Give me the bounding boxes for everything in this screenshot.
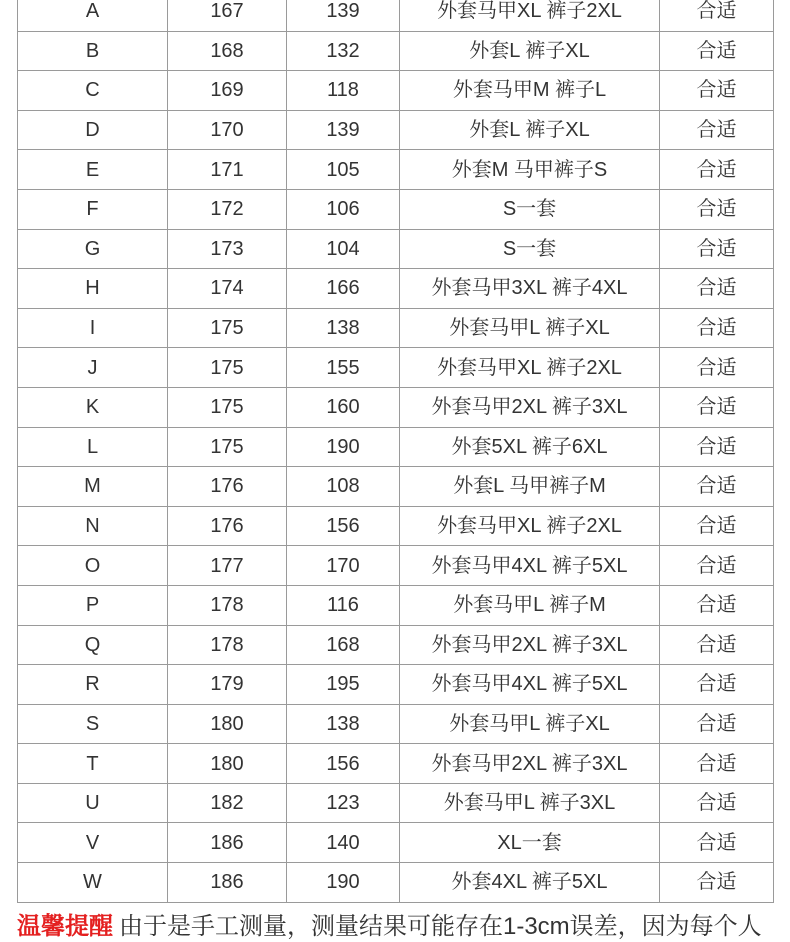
size-cell: 外套马甲XL 裤子2XL	[400, 506, 660, 546]
height-cell: 176	[168, 467, 287, 507]
height-cell: 175	[168, 387, 287, 427]
height-cell: 178	[168, 625, 287, 665]
height-cell: 173	[168, 229, 287, 269]
row-label-cell: S	[18, 704, 168, 744]
fit-cell: 合适	[660, 823, 774, 863]
row-label-cell: B	[18, 31, 168, 71]
weight-cell: 106	[287, 189, 400, 229]
row-label-cell: T	[18, 744, 168, 784]
height-cell: 177	[168, 546, 287, 586]
table-row	[18, 308, 774, 348]
table-row	[18, 783, 774, 823]
row-label-cell: M	[18, 467, 168, 507]
warm-reminder-text: 由于是手工测量，测量结果可能存在1-3cm误差，因为每个人	[119, 913, 762, 940]
fit-cell: 合适	[660, 387, 774, 427]
warm-reminder	[17, 912, 777, 942]
height-cell: 186	[168, 863, 287, 903]
size-cell: 外套马甲4XL 裤子5XL	[400, 546, 660, 586]
table-row	[18, 467, 774, 507]
fit-cell: 合适	[660, 704, 774, 744]
height-cell: 186	[168, 823, 287, 863]
weight-cell: 104	[287, 229, 400, 269]
size-cell: 外套4XL 裤子5XL	[400, 863, 660, 903]
height-cell: 180	[168, 704, 287, 744]
weight-cell: 116	[287, 585, 400, 625]
row-label-cell: C	[18, 71, 168, 111]
table-row	[18, 0, 774, 31]
row-label-cell: G	[18, 229, 168, 269]
size-reference-table	[17, 0, 774, 903]
row-label-cell: K	[18, 387, 168, 427]
fit-cell: 合适	[660, 150, 774, 190]
fit-cell: 合适	[660, 71, 774, 111]
fit-cell: 合适	[660, 546, 774, 586]
table-row	[18, 744, 774, 784]
weight-cell: 108	[287, 467, 400, 507]
weight-cell: 195	[287, 665, 400, 705]
size-cell: 外套马甲L 裤子XL	[400, 308, 660, 348]
fit-cell: 合适	[660, 308, 774, 348]
size-cell: 外套L 裤子XL	[400, 31, 660, 71]
row-label-cell: A	[18, 0, 168, 31]
height-cell: 174	[168, 269, 287, 309]
size-cell: S一套	[400, 229, 660, 269]
height-cell: 178	[168, 585, 287, 625]
size-cell: 外套马甲L 裤子3XL	[400, 783, 660, 823]
weight-cell: 132	[287, 31, 400, 71]
row-label-cell: D	[18, 110, 168, 150]
weight-cell: 170	[287, 546, 400, 586]
weight-cell: 139	[287, 0, 400, 31]
fit-cell: 合适	[660, 427, 774, 467]
table-row	[18, 665, 774, 705]
table-row	[18, 269, 774, 309]
fit-cell: 合适	[660, 467, 774, 507]
fit-cell: 合适	[660, 783, 774, 823]
size-cell: 外套马甲2XL 裤子3XL	[400, 744, 660, 784]
size-cell: 外套马甲2XL 裤子3XL	[400, 625, 660, 665]
table-row	[18, 110, 774, 150]
height-cell: 179	[168, 665, 287, 705]
row-label-cell: F	[18, 189, 168, 229]
table-row	[18, 823, 774, 863]
table-row	[18, 585, 774, 625]
height-cell: 169	[168, 71, 287, 111]
height-cell: 168	[168, 31, 287, 71]
fit-cell: 合适	[660, 585, 774, 625]
table-row	[18, 704, 774, 744]
table-row	[18, 71, 774, 111]
height-cell: 171	[168, 150, 287, 190]
size-cell: 外套马甲L 裤子M	[400, 585, 660, 625]
row-label-cell: P	[18, 585, 168, 625]
row-label-cell: N	[18, 506, 168, 546]
size-cell: 外套L 裤子XL	[400, 110, 660, 150]
fit-cell: 合适	[660, 269, 774, 309]
row-label-cell: Q	[18, 625, 168, 665]
fit-cell: 合适	[660, 348, 774, 388]
size-cell: 外套5XL 裤子6XL	[400, 427, 660, 467]
weight-cell: 190	[287, 863, 400, 903]
weight-cell: 105	[287, 150, 400, 190]
table-row	[18, 229, 774, 269]
fit-cell: 合适	[660, 0, 774, 31]
height-cell: 176	[168, 506, 287, 546]
size-cell: XL一套	[400, 823, 660, 863]
table-row	[18, 546, 774, 586]
weight-cell: 156	[287, 744, 400, 784]
weight-cell: 118	[287, 71, 400, 111]
fit-cell: 合适	[660, 665, 774, 705]
size-cell: 外套马甲4XL 裤子5XL	[400, 665, 660, 705]
row-label-cell: E	[18, 150, 168, 190]
table-row	[18, 348, 774, 388]
weight-cell: 139	[287, 110, 400, 150]
weight-cell: 138	[287, 308, 400, 348]
height-cell: 175	[168, 427, 287, 467]
fit-cell: 合适	[660, 625, 774, 665]
size-cell: 外套L 马甲裤子M	[400, 467, 660, 507]
row-label-cell: U	[18, 783, 168, 823]
height-cell: 182	[168, 783, 287, 823]
fit-cell: 合适	[660, 506, 774, 546]
fit-cell: 合适	[660, 189, 774, 229]
size-cell: 外套马甲XL 裤子2XL	[400, 348, 660, 388]
size-cell: 外套M 马甲裤子S	[400, 150, 660, 190]
height-cell: 172	[168, 189, 287, 229]
height-cell: 180	[168, 744, 287, 784]
size-table-container	[17, 0, 773, 903]
table-row	[18, 506, 774, 546]
row-label-cell: L	[18, 427, 168, 467]
height-cell: 175	[168, 348, 287, 388]
size-cell: S一套	[400, 189, 660, 229]
size-cell: 外套马甲3XL 裤子4XL	[400, 269, 660, 309]
table-row	[18, 427, 774, 467]
height-cell: 175	[168, 308, 287, 348]
weight-cell: 166	[287, 269, 400, 309]
fit-cell: 合适	[660, 744, 774, 784]
size-table-body	[18, 0, 774, 902]
fit-cell: 合适	[660, 31, 774, 71]
fit-cell: 合适	[660, 110, 774, 150]
weight-cell: 160	[287, 387, 400, 427]
weight-cell: 138	[287, 704, 400, 744]
height-cell: 170	[168, 110, 287, 150]
height-cell: 167	[168, 0, 287, 31]
weight-cell: 190	[287, 427, 400, 467]
fit-cell: 合适	[660, 863, 774, 903]
table-row	[18, 863, 774, 903]
table-row	[18, 31, 774, 71]
weight-cell: 156	[287, 506, 400, 546]
size-cell: 外套马甲2XL 裤子3XL	[400, 387, 660, 427]
row-label-cell: R	[18, 665, 168, 705]
table-row	[18, 189, 774, 229]
weight-cell: 123	[287, 783, 400, 823]
row-label-cell: J	[18, 348, 168, 388]
fit-cell: 合适	[660, 229, 774, 269]
row-label-cell: O	[18, 546, 168, 586]
weight-cell: 140	[287, 823, 400, 863]
warm-reminder-label: 温馨提醒	[17, 913, 113, 940]
size-cell: 外套马甲M 裤子L	[400, 71, 660, 111]
size-cell: 外套马甲L 裤子XL	[400, 704, 660, 744]
row-label-cell: W	[18, 863, 168, 903]
row-label-cell: I	[18, 308, 168, 348]
row-label-cell: V	[18, 823, 168, 863]
size-cell: 外套马甲XL 裤子2XL	[400, 0, 660, 31]
row-label-cell: H	[18, 269, 168, 309]
weight-cell: 168	[287, 625, 400, 665]
table-row	[18, 150, 774, 190]
table-row	[18, 625, 774, 665]
table-row	[18, 387, 774, 427]
weight-cell: 155	[287, 348, 400, 388]
